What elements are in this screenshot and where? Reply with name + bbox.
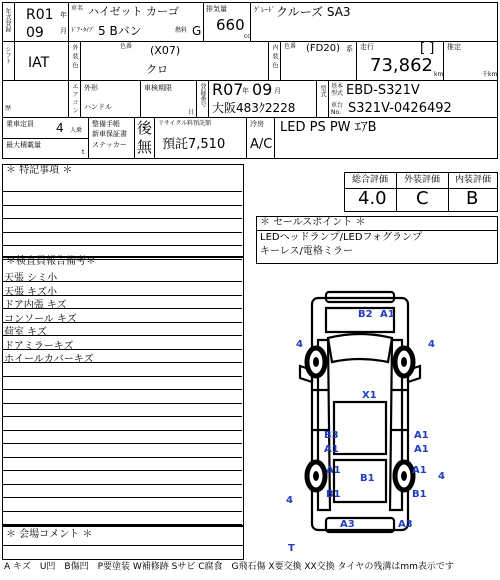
inspector-note-row [2,498,242,512]
interior-color-label: 内装色 [271,44,278,71]
km-label: km [434,71,444,78]
none-mark: 無 [137,138,153,156]
day-label: 日 [188,109,195,116]
chassis: S321V-0426492 [348,101,452,116]
mark-a3-right: A3 [398,519,413,530]
model-label: 型式 [319,85,326,97]
color-code: (X07) [150,44,181,57]
color-number-label: 色番 [120,43,133,50]
mark-a3-left: A3 [340,519,355,530]
mark-b2: B2 [358,309,373,320]
inspector-note-row [2,295,242,309]
int-color-number-label: 色番 [284,43,297,50]
inspection-year-label: 年 [242,87,249,95]
inspector-note-row [2,349,242,363]
recycle-amount: 預託7,510 [162,137,226,152]
year-era: R01 [26,7,54,23]
inspector-note-text: ドアミラーキズ [4,340,74,352]
month-label: 月 [60,27,67,35]
inspection-month: 09 [252,80,273,99]
door-type: 5 Bバン [98,24,142,38]
estimate-label: 推定 [447,43,461,51]
year-month: 09 [26,25,44,41]
equipment: LED PS PW ｴｱB [280,120,377,135]
shape-label: 外形 [84,84,98,92]
plate-number: 大阪483ｸ2228 [212,101,296,115]
overall-score: 4.0 [358,188,387,209]
mark-a1-left-lower: A1 [326,465,341,476]
capacity-label: 乗車定員 [6,120,34,128]
venue-comment-title: ＊ 会場コメント ＊ [6,529,93,540]
inspection-era: R07 [212,80,244,99]
exterior-score: C [416,188,429,209]
inspector-note-row [2,444,242,458]
damage-legend: A キズ U凹 B傷凹 P要塗装 W補修跡 Sサビ C腐食 G飛石傷 X要交換 XX交換 タイヤの残溝はmm表示です [4,562,454,572]
inspector-note-text: 天張 キズ小 [4,286,57,298]
inspector-note-text: ドア内張 キズ [4,300,67,311]
car-damage-diagram [270,290,450,538]
chassis-label: 車台No. [331,102,344,116]
inspector-note-row [2,376,242,390]
special-note-row [2,192,242,206]
inspector-note-row [2,511,242,525]
model-base-label: 基本型式 [331,83,344,97]
inspector-note-row [2,336,242,350]
car-name: ハイゼット カーゴ [88,5,179,18]
mark-t: T [288,543,295,554]
interior-color-code: (FD20) [306,43,340,54]
inspector-note-row [2,309,242,323]
load-label: 最大積載量 [6,141,41,149]
inspection-month-label: 月 [274,87,281,95]
inspection-label: 車検期限 [144,84,172,92]
registration-label: 年式登録 [4,8,11,32]
shift-label: シフト [4,46,11,64]
recycle-label: リサイクル料預託額 [158,120,212,127]
ac-label: エアコン [71,83,78,115]
inspector-note-row [2,268,242,282]
inspector-note-text: 天張 シミ小 [4,273,58,284]
sales-line-2: キーレス/電格ミラー [260,246,353,257]
mark-x1: X1 [362,390,377,401]
special-notes-title: ＊ 特記事項 ＊ [6,165,73,176]
inspector-note-row [2,322,242,336]
inspector-note-row [2,457,242,471]
mark-b1-left: B1 [326,489,341,500]
mark-a1-left: A1 [324,444,339,455]
color: クロ [146,63,168,76]
year-label: 年 [60,11,67,19]
inspector-note-row [2,417,242,431]
sales-line-1: LEDヘッドランプ/LEDフォグランプ [260,232,423,243]
exterior-score-label: 外装評価 [404,175,441,185]
mark-b1-right: B1 [412,489,427,500]
mileage-label: 走行 [360,43,374,51]
inspector-note-row [2,471,242,485]
inspector-note-text: コンソール キズ [4,313,77,325]
mark-4-front-right: 4 [428,339,435,350]
fuel: G [192,24,202,38]
inspector-note-row [2,403,242,417]
mark-b3: B3 [324,430,339,441]
inspector-note-row [2,430,242,444]
mark-4-front-left: 4 [296,339,303,350]
interior-score-label: 内装評価 [455,175,492,185]
inspector-note-text: 荷室 キズ [4,327,47,338]
inspector-note-row [2,363,242,377]
sales-point-title: ＊ セールスポイント ＊ [260,217,366,228]
special-note-row [2,246,242,260]
history-label: 歴 [5,105,12,112]
inspector-notes-title: ＊検査員報告備考＊ [6,256,96,267]
door-type-label: ﾄﾞｱ･ﾀｲﾌﾟ [71,27,96,34]
model: EBD-S321V [346,83,420,98]
mark-a1-right-lower: A1 [412,465,427,476]
grade-label: ｸﾞﾚｰﾄﾞ [254,6,275,14]
capacity-unit: 人乗 [70,127,83,134]
interior-color-suffix: 系 [346,45,353,53]
inspector-note-text: ホイールカバーキズ [4,354,94,365]
special-note-row [2,178,242,192]
exterior-color-label: 外装色 [71,44,78,71]
displacement: 660 [216,16,245,34]
inspector-note-row [2,282,242,296]
sticker-label: ステッカー [92,141,127,149]
mark-a1-right-mid: A1 [414,444,429,455]
fuel-label: 燃料 [175,27,188,34]
mileage-bracket: [ ] [420,41,435,56]
handle-label: ハンドル [84,103,112,111]
cc-label: cc [244,33,251,40]
capacity: 4 [56,121,64,135]
maintenance-label: 整備手帳 [92,120,120,128]
inspector-note-row [2,484,242,498]
thousand-km-label: 千km [482,71,498,78]
name-label: 車名 [71,5,84,12]
load-unit: t [82,149,85,156]
mileage: 73,862 [370,55,433,76]
mark-b1-center: B1 [360,473,375,484]
mark-a1-right-upper: A1 [414,430,429,441]
cooling-label: 冷房 [250,120,264,128]
special-note-row [2,205,242,219]
cooling: A/C [250,137,273,152]
plate-labels: 登録番号 [199,83,206,107]
warranty-label: 新車保証書 [92,130,127,138]
inspector-note-row [2,390,242,404]
special-note-row [2,232,242,246]
interior-score: B [466,188,479,209]
mark-4-rear-left: 4 [286,495,293,506]
mark-a1-front: A1 [380,309,395,320]
back-mark: 後 [137,119,153,137]
shift: IAT [28,55,50,71]
overall-score-label: 総合評価 [352,175,389,185]
displacement-label: 排気量 [206,5,227,13]
special-note-row [2,219,242,233]
mark-4-rear-right: 4 [438,471,445,482]
grade: クルーズ SA3 [276,5,351,19]
